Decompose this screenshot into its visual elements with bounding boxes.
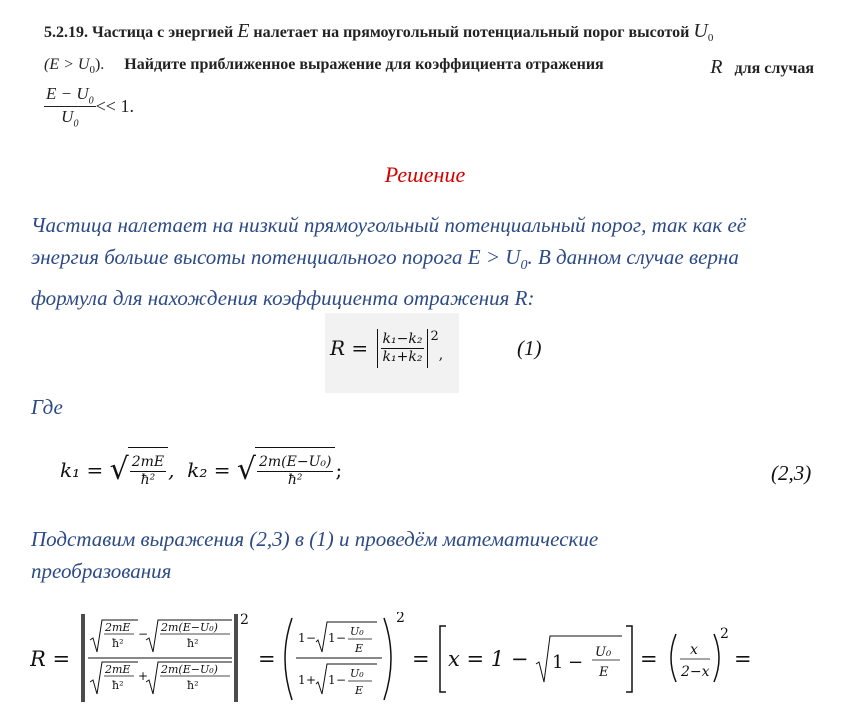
k1-den: ħ² xyxy=(140,472,156,488)
equation-2-3 xyxy=(60,445,342,495)
para2-line1: Подставим выражения (2,3) в (1) и проведём математические xyxy=(31,527,599,551)
a-minus: − xyxy=(138,627,149,641)
eq23-end: ; xyxy=(335,458,343,482)
e-one: 1 xyxy=(552,652,564,673)
c-one: 1 xyxy=(298,631,306,645)
eq1-abs xyxy=(377,329,429,368)
condition-fraction xyxy=(44,84,96,130)
k2-num: 2m(E−U₀) xyxy=(258,454,332,470)
a-num-2: 2m(E−U₀) xyxy=(161,621,218,634)
final-equation-svg xyxy=(30,612,830,704)
eq23-label: (2,3) xyxy=(771,461,812,485)
condition-frac-num xyxy=(44,84,96,107)
final-power-3: 2 xyxy=(720,626,729,642)
eq1-label: (1) xyxy=(517,336,542,360)
para1-line2 xyxy=(31,241,821,282)
u0-symbol: U xyxy=(693,20,708,42)
d-e: E xyxy=(355,684,364,697)
problem-line-2 xyxy=(44,56,814,76)
final-power-1: 2 xyxy=(240,612,249,628)
d-u0: U₀ xyxy=(350,667,364,680)
d-minus-inner: − xyxy=(336,673,347,687)
final-lhs: R = xyxy=(30,647,71,671)
problem-text-2: налетает на прямоугольный потенциальный порог высотой xyxy=(249,24,694,41)
equation-1 xyxy=(330,320,443,376)
eq-sign-4: = xyxy=(734,647,752,671)
a-den-2: ħ² xyxy=(187,637,199,650)
eq1-lhs: R = xyxy=(330,336,369,360)
k2-fraction xyxy=(257,454,333,489)
k1-sqrt xyxy=(110,447,169,493)
u0-subscript: 0 xyxy=(707,32,714,45)
equation-final xyxy=(30,612,830,704)
c-one-inner: 1 xyxy=(328,631,336,645)
eq1-num: k₁−k₂ xyxy=(382,330,423,347)
paragraph-substitute xyxy=(31,523,598,587)
f-x: x xyxy=(690,642,698,658)
para1-line2-tail: . В данном случае верна xyxy=(527,245,739,269)
f-2mx: 2−x xyxy=(681,664,710,680)
eq1-comma: , xyxy=(438,347,444,363)
k2-lhs: , k₂ = xyxy=(168,458,231,482)
e-e: E xyxy=(599,665,609,680)
para1-line3: формула для нахождения коэффициента отражения R: xyxy=(31,286,535,311)
where-label: Где xyxy=(31,395,63,419)
eq-sign-3: = xyxy=(640,647,658,671)
condition-den-text: U xyxy=(61,107,74,127)
para2-line2: преобразования xyxy=(31,559,172,583)
r-symbol: R xyxy=(710,56,723,78)
problem-number: 5.2.19. xyxy=(44,24,88,41)
condition-subscript: 0 xyxy=(89,64,95,77)
c-u0: U₀ xyxy=(350,625,364,638)
bracket-expr: x = 1 − xyxy=(448,647,529,671)
problem-line-1 xyxy=(44,20,713,44)
b-plus: + xyxy=(138,669,149,683)
para1-line1: Частица налетает на низкий прямоугольный потенциальный порог, так как её xyxy=(31,213,747,237)
den-subscript: 0 xyxy=(73,118,79,130)
eq1-den: k₁+k₂ xyxy=(382,348,423,365)
k1-num: 2mE xyxy=(131,454,165,470)
eq-sign-2: = xyxy=(412,647,430,671)
solution-heading: Решение xyxy=(384,162,466,187)
d-one-inner: 1 xyxy=(328,673,336,687)
c-minus: − xyxy=(306,631,317,645)
k1-lhs: k₁ = xyxy=(60,458,104,482)
problem-text-4: для случая xyxy=(734,60,814,77)
radical-sign: √ xyxy=(236,452,256,487)
condition-num-text: E − U xyxy=(46,84,89,103)
b-num-1: 2mE xyxy=(105,663,131,676)
e-minus: − xyxy=(568,652,584,673)
b-den-2: ħ² xyxy=(187,679,199,692)
a-den-1: ħ² xyxy=(112,637,124,650)
num-subscript: 0 xyxy=(88,95,94,107)
problem-text-3: Найдите приближенное выражение для коэффициента отражения xyxy=(124,56,604,73)
eq-sign-1: = xyxy=(258,647,276,671)
b-den-1: ħ² xyxy=(112,679,124,692)
para1-line2-text: энергия больше высоты потенциального порога E > U xyxy=(31,245,521,269)
a-num-1: 2mE xyxy=(105,621,131,634)
e-u0: U₀ xyxy=(595,645,612,660)
problem-text-1: Частица с энергией xyxy=(88,24,238,41)
condition: (E > U xyxy=(44,56,90,73)
condition-formula xyxy=(44,84,134,130)
eq1-fraction xyxy=(381,331,425,366)
para1-sub: 0 xyxy=(520,258,528,274)
paragraph-intro xyxy=(31,209,821,314)
much-less-than: << 1. xyxy=(95,96,134,117)
d-plus: + xyxy=(306,673,317,687)
c-e: E xyxy=(355,642,364,655)
energy-symbol: E xyxy=(237,20,250,42)
k1-fraction xyxy=(130,454,166,489)
final-power-2: 2 xyxy=(396,612,405,626)
condition-frac-den xyxy=(44,107,96,129)
d-one: 1 xyxy=(298,673,306,687)
condition-close: ). xyxy=(94,56,105,73)
k2-sqrt xyxy=(237,447,336,493)
radical-sign: √ xyxy=(109,452,129,487)
k2-den: ħ² xyxy=(287,472,303,488)
eq1-power: 2 xyxy=(430,328,439,344)
c-minus-inner: − xyxy=(336,631,347,645)
b-num-2: 2m(E−U₀) xyxy=(161,663,218,676)
